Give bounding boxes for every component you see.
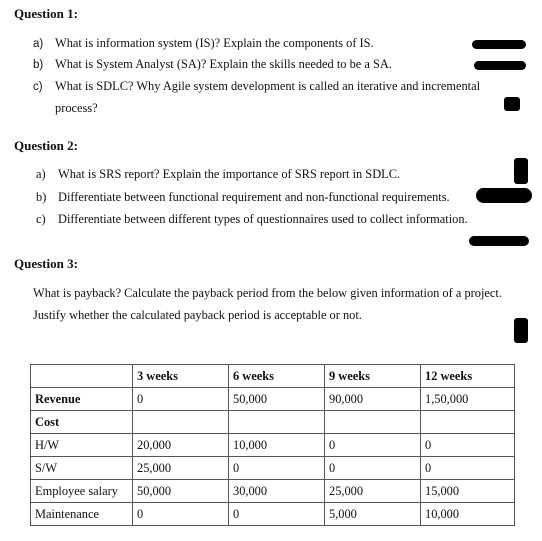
table-cell: Cost [31,411,133,434]
table-cell: 0 [229,457,325,480]
table-cell: 1,50,000 [421,388,515,411]
question-1c [33,79,480,94]
redaction-mark [474,61,526,70]
item-marker: b) [36,190,47,204]
redaction-mark [469,236,529,246]
table-row [31,388,515,411]
table-cell: 20,000 [133,434,229,457]
redaction-mark [472,40,526,49]
redaction-mark [476,188,532,203]
table-cell: 0 [229,503,325,526]
table-row [31,411,515,434]
table-cell: 30,000 [229,480,325,503]
table-cell: 0 [421,457,515,480]
table-cell: 25,000 [325,480,421,503]
question-1-heading: Question 1: [14,6,78,21]
question-2-heading: Question 2: [14,138,78,153]
table-cell [229,411,325,434]
table-cell: Employee salary [31,480,133,503]
item-text: What is information system (IS)? Explain the components of IS. [55,36,374,50]
item-marker: a) [36,167,46,181]
table-cell [133,411,229,434]
table-cell: 25,000 [133,457,229,480]
table-cell [421,411,515,434]
item-text: What is System Analyst (SA)? Explain the skills needed to be a SA. [55,57,392,71]
question-1c-continuation: process? [55,101,98,115]
item-marker: c) [36,212,46,226]
table-header-cell [31,365,133,388]
table-cell: H/W [31,434,133,457]
table-header-cell: 3 weeks [133,365,229,388]
table-cell: 10,000 [229,434,325,457]
item-text: What is SDLC? Why Agile system development is called an iterative and incremental [55,79,481,93]
question-1a [33,36,374,51]
table-cell: 0 [133,503,229,526]
payback-table [30,364,515,526]
redaction-mark [504,97,520,111]
table-row [31,457,515,480]
table-cell: Maintenance [31,503,133,526]
redaction-mark [514,318,528,343]
item-marker: b) [33,59,44,71]
question-1b [33,57,392,72]
table-header-cell: 6 weeks [229,365,325,388]
item-text: What is SRS report? Explain the importance of SRS report in SDLC. [58,167,401,181]
table-cell: 0 [421,434,515,457]
table-header-cell: 9 weeks [325,365,421,388]
table-cell: 50,000 [229,388,325,411]
table-cell: 90,000 [325,388,421,411]
table-row [31,503,515,526]
table-cell: 15,000 [421,480,515,503]
table-cell: 0 [325,457,421,480]
item-marker: a) [33,38,44,50]
table-cell: 0 [133,388,229,411]
question-2a [36,167,400,182]
question-2b [36,190,450,205]
table-header-cell: 12 weeks [421,365,515,388]
table-cell: 50,000 [133,480,229,503]
question-2c [36,212,468,227]
table-row [31,434,515,457]
table-cell [325,411,421,434]
item-marker: c) [33,81,43,93]
question-3-line-1: What is payback? Calculate the payback period from the below given information of a project. [33,286,502,300]
question-3-heading: Question 3: [14,256,78,271]
table-cell: Revenue [31,388,133,411]
table-header-row [31,365,515,388]
table-cell: 0 [325,434,421,457]
question-3-line-2: Justify whether the calculated payback period is acceptable or not. [33,308,362,322]
table-cell: 5,000 [325,503,421,526]
item-text: Differentiate between different types of questionnaires used to collect information. [58,212,468,226]
redaction-mark [514,158,528,184]
table-cell: S/W [31,457,133,480]
table-cell: 10,000 [421,503,515,526]
table-row [31,480,515,503]
item-text: Differentiate between functional requirement and non-functional requirements. [58,190,450,204]
